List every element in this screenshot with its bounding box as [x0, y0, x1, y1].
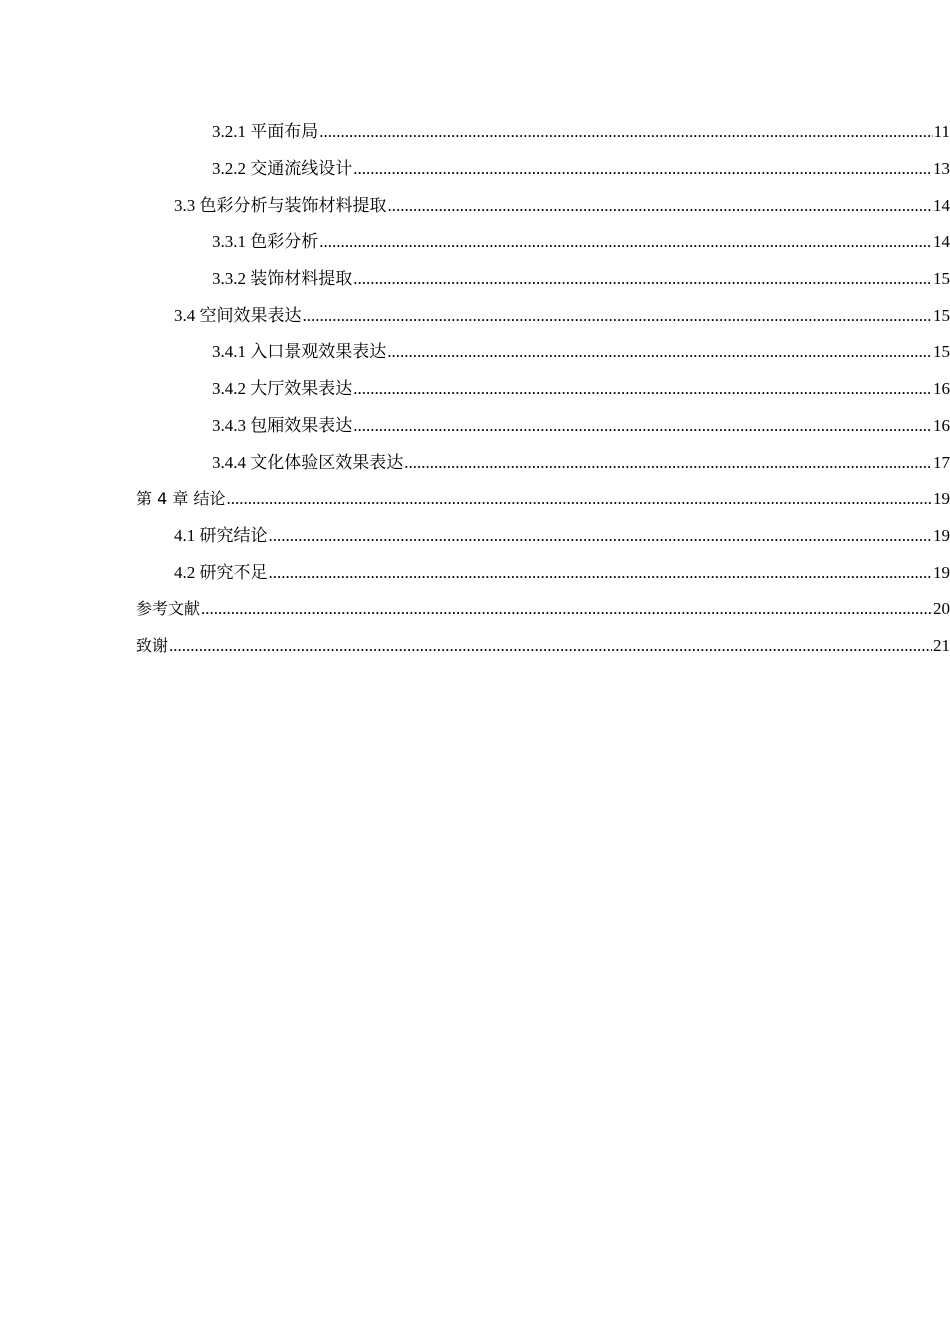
toc-entry-3-2-1[interactable] — [0, 114, 950, 151]
toc-entry-page: 15 — [933, 342, 950, 362]
toc-entry-3-4-4[interactable] — [0, 444, 950, 481]
toc-entry-3-4-1[interactable] — [0, 334, 950, 371]
table-of-contents — [0, 114, 950, 664]
toc-entry-page: 21 — [933, 635, 950, 655]
toc-entry-3-3-1[interactable] — [0, 224, 950, 261]
toc-entry-title: 3.4.1 入口景观效果表达 — [212, 342, 387, 362]
toc-entry-page: 19 — [933, 525, 950, 545]
toc-entry-4-2[interactable] — [0, 554, 950, 591]
dot-leader — [319, 232, 932, 252]
dot-leader — [353, 379, 932, 399]
dot-leader — [169, 636, 932, 656]
toc-entry-title: 3.2.2 交通流线设计 — [212, 159, 353, 179]
toc-entry-page: 13 — [933, 159, 950, 179]
toc-entry-references[interactable] — [0, 591, 950, 628]
toc-entry-title: 3.4 空间效果表达 — [174, 305, 302, 325]
toc-entry-title: 3.4.2 大厅效果表达 — [212, 379, 353, 399]
toc-entry-title: 3.3.1 色彩分析 — [212, 232, 319, 252]
dot-leader — [353, 269, 932, 289]
dot-leader — [388, 196, 933, 216]
toc-entry-title: 3.3 色彩分析与装饰材料提取 — [174, 195, 387, 215]
dot-leader — [387, 342, 932, 362]
toc-entry-3-4-3[interactable] — [0, 408, 950, 445]
toc-entry-3-4-2[interactable] — [0, 371, 950, 408]
toc-entry-page: 19 — [933, 562, 950, 582]
toc-entry-page: 16 — [933, 379, 950, 399]
toc-entry-3-4[interactable] — [0, 297, 950, 334]
toc-entry-page: 17 — [933, 452, 950, 472]
toc-entry-3-2-2[interactable] — [0, 151, 950, 188]
toc-entry-4-1[interactable] — [0, 518, 950, 555]
dot-leader — [353, 159, 932, 179]
toc-entry-title: 3.3.2 装饰材料提取 — [212, 269, 353, 289]
toc-entry-acknowledgements[interactable] — [0, 628, 950, 665]
toc-entry-page: 15 — [933, 305, 950, 325]
toc-entry-3-3-2[interactable] — [0, 261, 950, 298]
toc-entry-title: 第 4 章 结论 — [136, 489, 226, 509]
dot-leader — [269, 526, 933, 546]
toc-entry-page: 19 — [933, 489, 950, 509]
toc-entry-title: 致谢 — [136, 635, 169, 655]
toc-entry-title: 4.2 研究不足 — [174, 562, 268, 582]
toc-entry-title: 4.1 研究结论 — [174, 525, 268, 545]
toc-entry-page: 14 — [933, 232, 950, 252]
toc-entry-3-3[interactable] — [0, 187, 950, 224]
dot-leader — [269, 563, 933, 583]
dot-leader — [303, 306, 933, 326]
dot-leader — [226, 489, 932, 509]
dot-leader — [404, 453, 932, 473]
toc-entry-page: 15 — [933, 269, 950, 289]
dot-leader — [201, 599, 932, 619]
toc-entry-title: 参考文献 — [136, 599, 201, 619]
toc-entry-page: 14 — [933, 195, 950, 215]
toc-entry-title: 3.4.3 包厢效果表达 — [212, 415, 353, 435]
dot-leader — [353, 416, 932, 436]
dot-leader — [319, 122, 932, 142]
toc-entry-title: 3.4.4 文化体验区效果表达 — [212, 452, 404, 472]
toc-entry-page: 11 — [933, 122, 950, 142]
toc-entry-page: 16 — [933, 415, 950, 435]
toc-entry-title: 3.2.1 平面布局 — [212, 122, 319, 142]
toc-entry-chapter-4[interactable] — [0, 481, 950, 518]
toc-entry-page: 20 — [933, 599, 950, 619]
